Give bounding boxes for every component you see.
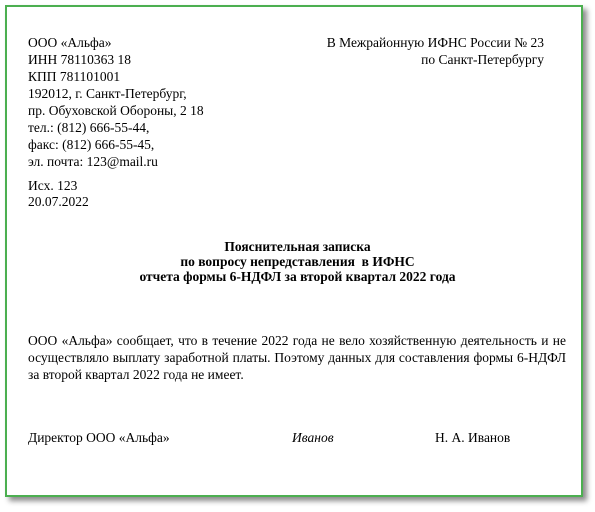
sender-fax: факс: (812) 666-55-45, [28,137,155,152]
signatory-name: Н. А. Иванов [435,430,511,445]
outgoing-number: Исх. 123 [28,178,78,193]
title-line-1: Пояснительная записка [224,239,371,254]
recipient-line-1: В Межрайонную ИФНС России № 23 [326,35,544,50]
sender-address-street: пр. Обуховской Обороны, 2 18 [28,103,204,118]
sender-company: ООО «Альфа» [28,35,112,50]
outgoing-date: 20.07.2022 [28,194,89,209]
sender-block [28,34,204,170]
title-line-3: отчета формы 6-НДФЛ за второй квартал 2022 года [139,269,456,284]
handwritten-signature: Иванов [292,430,334,445]
sender-address-city: 192012, г. Санкт-Петербург, [28,86,187,101]
sender-kpp: КПП 781101001 [28,69,121,84]
outgoing-block [28,177,89,209]
sender-inn: ИНН 78110363 18 [28,52,131,67]
signatory-role: Директор ООО «Альфа» [28,430,170,445]
recipient-line-2: по Санкт-Петербургу [421,52,544,67]
document-title [0,239,595,284]
recipient-block [327,34,544,68]
sender-email: эл. почта: 123@mail.ru [28,154,158,169]
sender-phone: тел.: (812) 666-55-44, [28,120,150,135]
body-paragraph: ООО «Альфа» сообщает, что в течение 2022 года не вело хозяйственную деятельность и не осуществляло выплату заработной платы. Поэтому данных для составления формы 6-НДФЛ за второй квартал 2022 года не имеет. [28,333,566,382]
title-line-2: по вопросу непредставления в ИФНС [180,254,415,269]
